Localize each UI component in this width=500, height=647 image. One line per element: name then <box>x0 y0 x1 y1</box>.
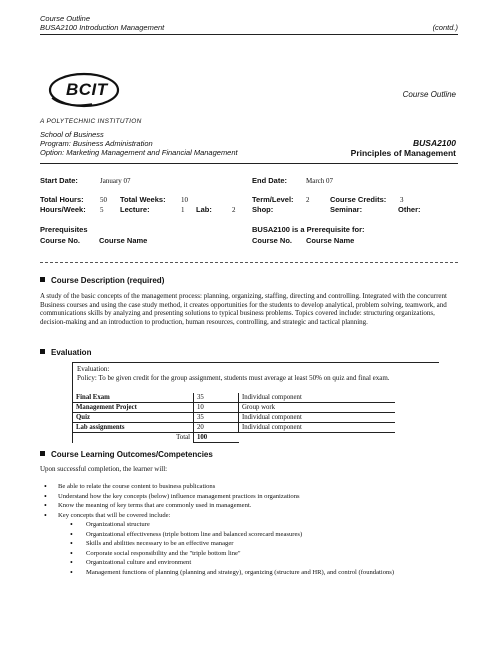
description-heading <box>40 276 164 285</box>
eval-item: Quiz <box>73 413 194 423</box>
table-row <box>73 433 395 443</box>
prerequisites-title: Prerequisites <box>40 225 88 234</box>
section-bullet-icon <box>40 451 45 456</box>
evaluation-table <box>73 393 395 443</box>
outcomes-heading-text: Course Learning Outcomes/Competencies <box>51 450 213 459</box>
term-level-label: Term/Level: <box>252 195 294 204</box>
table-row <box>73 393 395 403</box>
evaluation-policy: Policy: To be given credit for the group assignment, students must average at least 50% on quiz and final exam. <box>77 374 390 382</box>
eval-note: Individual component <box>239 413 396 423</box>
course-credits-value: 3 <box>400 196 404 204</box>
list-item: • Skills and abilities necessary to be an effective manager <box>40 540 470 550</box>
description-text: A study of the basic concepts of the management process: planning, organizing, staffing, directing and controlling. Integrated with the concurrent Business courses and using the case study method, it creates opportunities for the students to develop analytical, problem solving, teamwork, and communications skills by analyzing and presenting solutions to typical business problems. Topics covered include: structuring organizations, decision-making and an introduction to production, human resources, controlling, and strategic and tactical planning. <box>40 292 447 326</box>
header-course-code: BUSA2100 Introduction Management <box>40 23 165 32</box>
evaluation-box-title: Evaluation: <box>77 365 110 373</box>
other-label: Other: <box>398 205 421 214</box>
end-date-value: March 07 <box>306 177 334 185</box>
course-credits-label: Course Credits: <box>330 195 387 204</box>
table-row <box>73 423 395 433</box>
section-bullet-icon <box>40 349 45 354</box>
bcit-logo <box>44 68 124 116</box>
total-weeks-label: Total Weeks: <box>120 195 166 204</box>
list-item: • Corporate social responsibility and the "triple bottom line" <box>40 550 470 560</box>
option-name: Option: Marketing Management and Financial Management <box>40 148 238 157</box>
list-item: • Organizational effectiveness (triple bottom line and balanced scorecard measures) <box>40 531 470 541</box>
eval-value: 20 <box>194 423 239 433</box>
evaluation-heading-text: Evaluation <box>51 348 92 357</box>
lecture-label: Lecture: <box>120 205 150 214</box>
eval-note: Individual component <box>239 393 396 403</box>
evaluation-box <box>72 362 439 443</box>
list-item: • Key concepts that will be covered include: <box>40 512 470 522</box>
table-row <box>73 403 395 413</box>
list-item: • Organizational structure <box>40 521 470 531</box>
postreq-course-name-header: Course Name <box>306 236 355 245</box>
doc-type-label: Course Outline <box>402 90 456 99</box>
eval-value: 35 <box>194 413 239 423</box>
prereq-course-no-header: Course No. <box>40 236 81 245</box>
lecture-value: 1 <box>181 206 185 214</box>
eval-note: Group work <box>239 403 396 413</box>
lab-label: Lab: <box>196 205 212 214</box>
eval-item: Management Project <box>73 403 194 413</box>
prerequisite-for-title: BUSA2100 is a Prerequisite for: <box>252 225 365 234</box>
evaluation-heading <box>40 348 91 357</box>
program-name: Program: Business Administration <box>40 139 153 148</box>
list-item: • Management functions of planning (planning and strategy), organizing (structure and HR), and control (foundations) <box>40 569 470 579</box>
lab-value: 2 <box>232 206 236 214</box>
section-bullet-icon <box>40 277 45 282</box>
outcomes-intro: Upon successful completion, the learner will: <box>40 465 168 473</box>
logo-mark: BCIT <box>66 80 108 99</box>
prereq-course-name-header: Course Name <box>99 236 148 245</box>
total-weeks-value: 10 <box>181 196 188 204</box>
hours-week-label: Hours/Week: <box>40 205 86 214</box>
total-hours-label: Total Hours: <box>40 195 84 204</box>
hours-week-value: 5 <box>100 206 104 214</box>
header-rule <box>40 34 458 35</box>
eval-total-label: Total <box>176 434 190 442</box>
shop-label: Shop: <box>252 205 274 214</box>
logo-tagline: A POLYTECHNIC INSTITUTION <box>40 118 142 125</box>
course-title: Principles of Management <box>350 148 456 158</box>
eval-value: 10 <box>194 403 239 413</box>
header-doc-title: Course Outline <box>40 14 91 23</box>
start-date-value: January 07 <box>100 177 131 185</box>
description-heading-text: Course Description (required) <box>51 276 165 285</box>
list-item: • Know the meaning of key terms that are commonly used in management. <box>40 502 470 512</box>
start-date-label: Start Date: <box>40 176 78 185</box>
term-level-value: 2 <box>306 196 310 204</box>
eval-item: Final Exam <box>73 393 194 403</box>
outcomes-list <box>40 483 470 578</box>
end-date-label: End Date: <box>252 176 288 185</box>
total-hours-value: 50 <box>100 196 107 204</box>
eval-item: Lab assignments <box>73 423 194 433</box>
postreq-course-no-header: Course No. <box>252 236 293 245</box>
outcomes-heading <box>40 450 213 459</box>
table-row <box>73 413 395 423</box>
list-item: • Organizational culture and environment <box>40 559 470 569</box>
header-continued: (contd.) <box>432 23 458 32</box>
prereq-blank-line <box>40 262 458 263</box>
eval-note: Individual component <box>239 423 396 433</box>
list-item: • Understand how the key concepts (below) influence management practices in organizations <box>40 493 470 503</box>
section-rule-1 <box>40 163 458 164</box>
list-item: • Be able to relate the course content to business publications <box>40 483 470 493</box>
school-name: School of Business <box>40 130 104 139</box>
eval-value: 35 <box>194 393 239 403</box>
seminar-label: Seminar: <box>330 205 363 214</box>
eval-total-value: 100 <box>194 433 239 443</box>
course-code: BUSA2100 <box>413 138 456 148</box>
